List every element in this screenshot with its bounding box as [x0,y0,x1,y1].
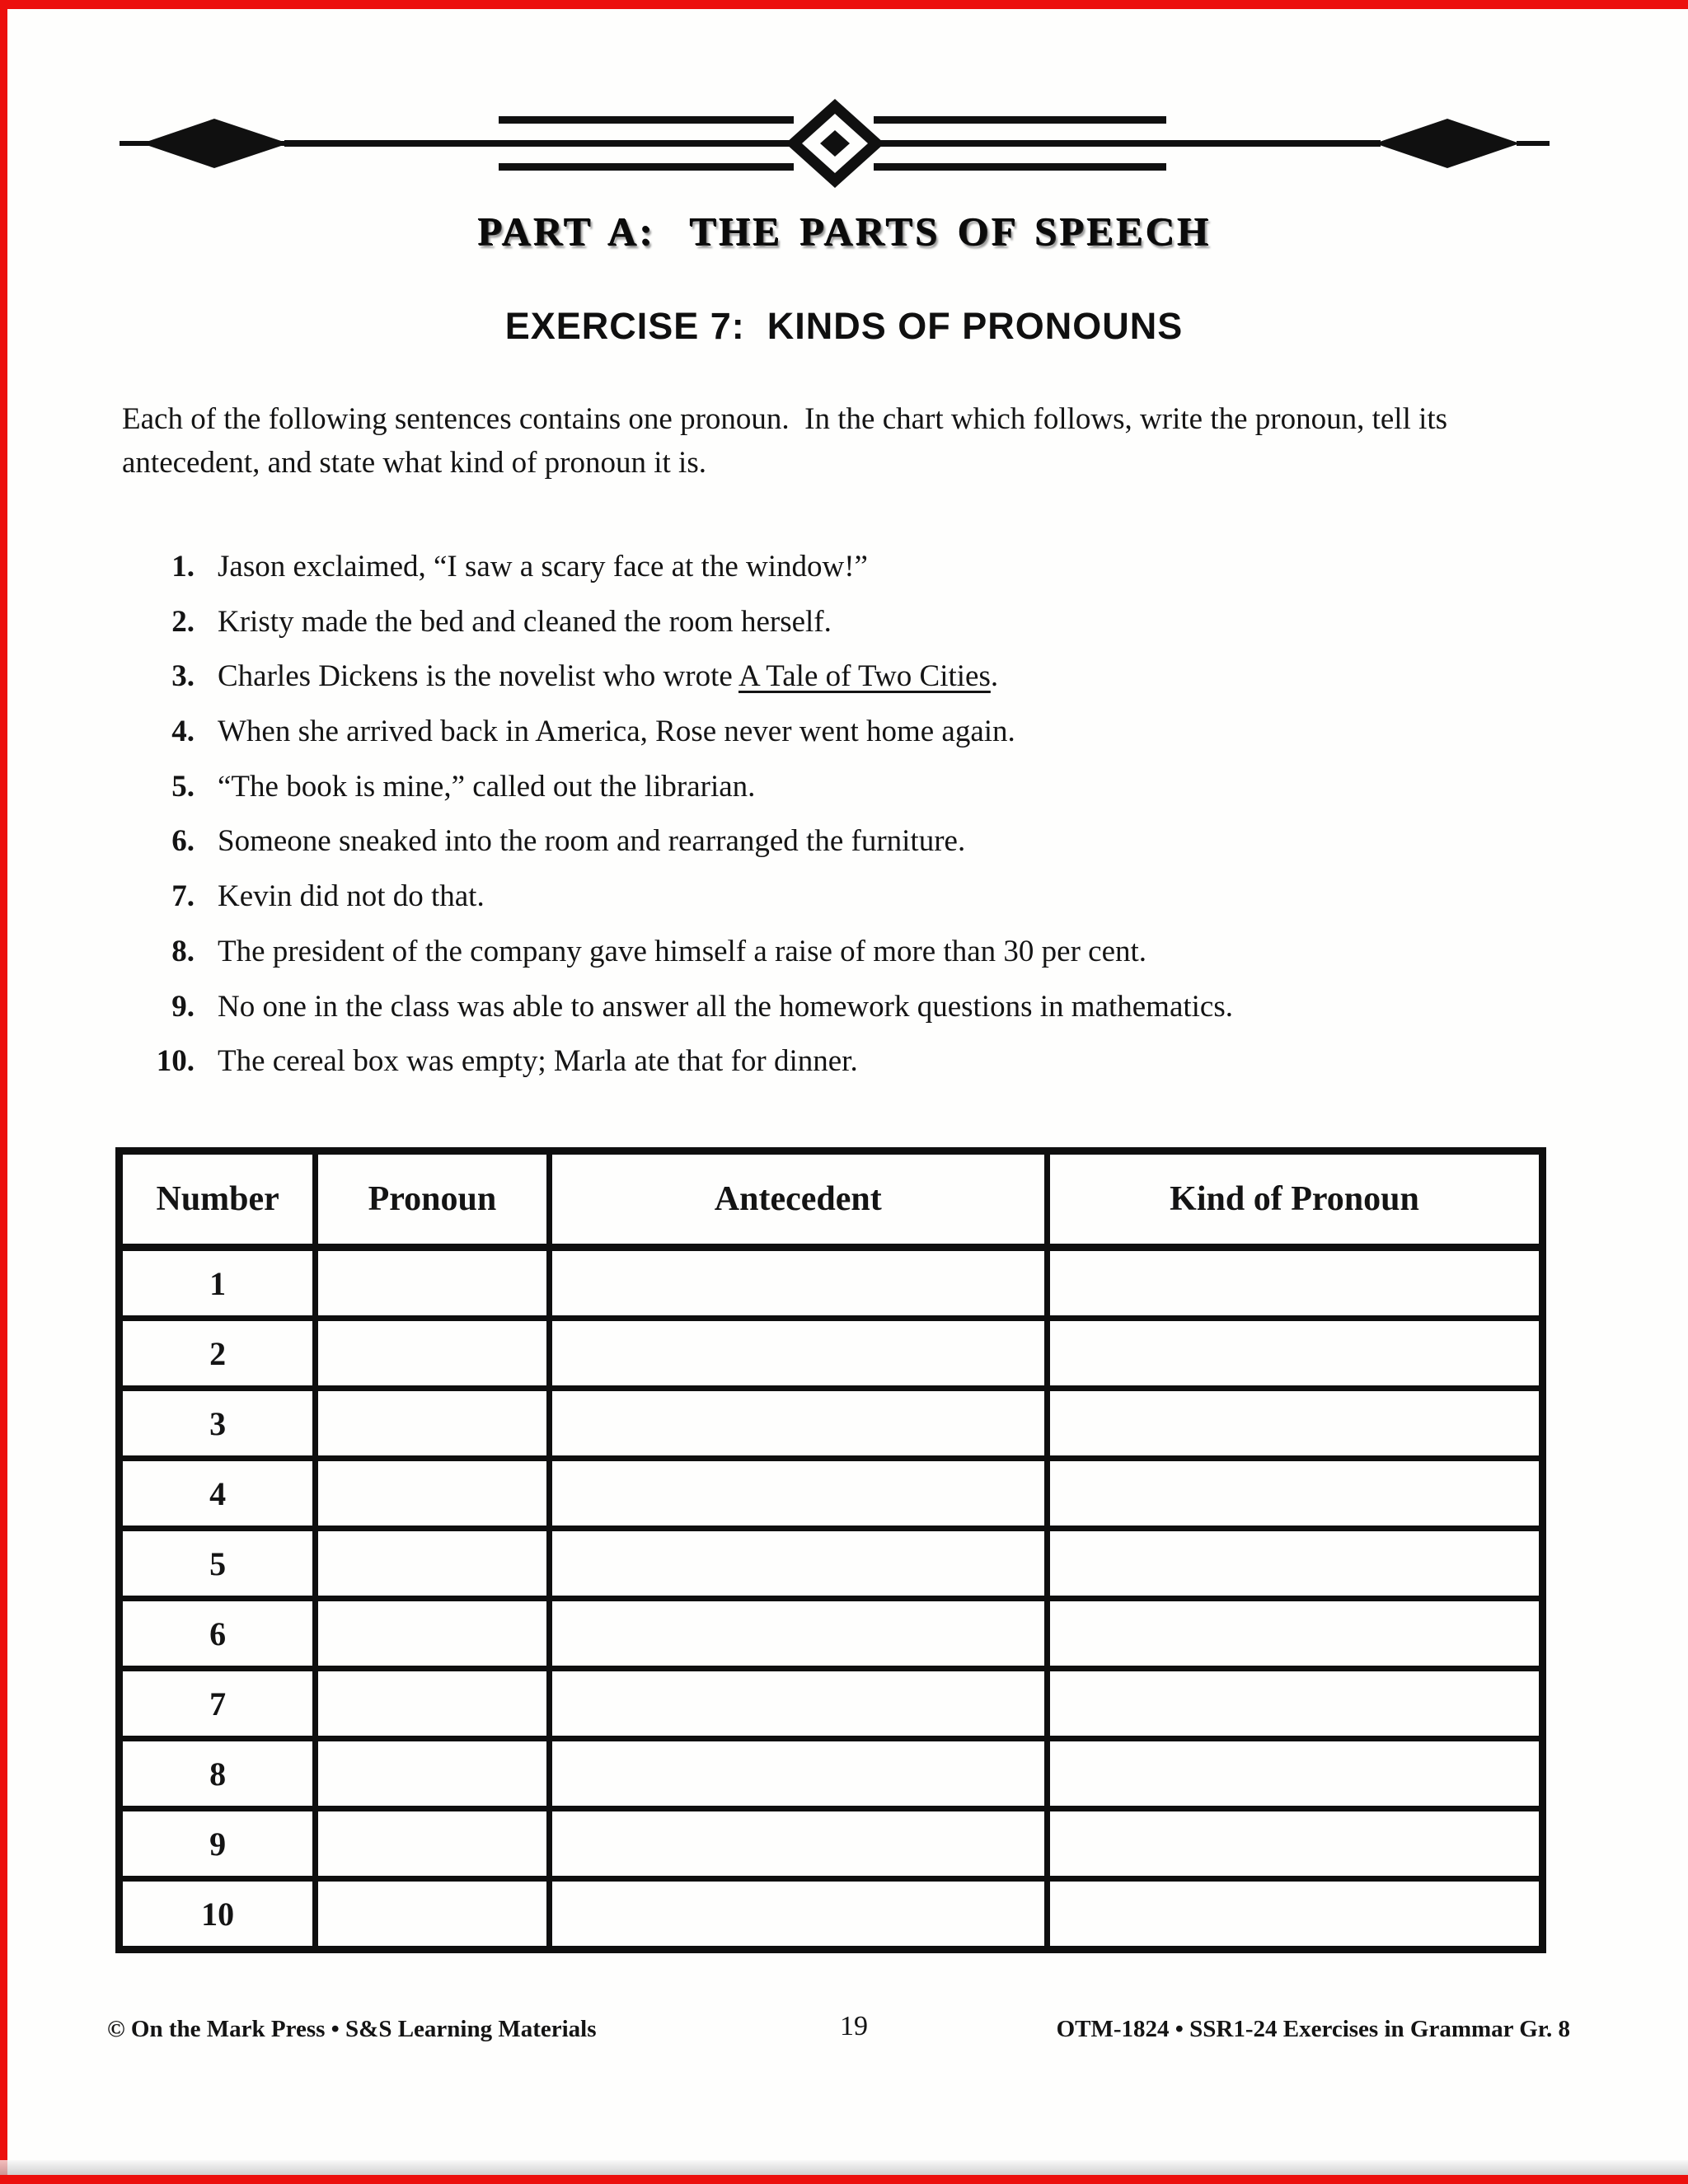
kind-cell [1047,1599,1542,1669]
sentence-text-pre: When she arrived back in America, Rose never went home again. [218,715,1015,749]
table-row [120,1809,1543,1879]
pronoun-cell [316,1248,549,1319]
table-row [120,1389,1543,1459]
sentence-number: 1. [171,550,195,583]
sentence-text-pre: No one in the class was able to answer all the homework questions in mathematics. [218,989,1234,1024]
number-cell: 3 [120,1389,316,1459]
sentence-text [218,935,1614,969]
pronoun-table [115,1147,1546,1953]
sentence-text-pre: Charles Dickens is the novelist who wrote [218,659,738,694]
table-row [120,1459,1543,1529]
pronoun-cell [316,1389,549,1459]
number-cell: 10 [120,1879,316,1950]
antecedent-cell [549,1879,1047,1950]
antecedent-cell [549,1599,1047,1669]
sentence-text [218,1045,1614,1079]
sentence-number: 6. [171,824,195,859]
kind-cell [1047,1248,1542,1319]
page-edge-bottom [0,2175,1688,2184]
column-header-kind: Kind of Pronoun [1047,1151,1542,1248]
antecedent-cell [549,1529,1047,1599]
antecedent-cell [549,1669,1047,1739]
sentence-text-post: . [990,659,999,694]
sentence-number: 5. [171,769,195,804]
antecedent-cell [549,1739,1047,1809]
sentence-text [218,606,1614,640]
pronoun-cell [316,1599,549,1669]
number-cell: 9 [120,1809,316,1879]
ornament-divider-icon [120,97,1550,190]
sentence-text-pre: Kevin did not do that. [218,879,485,914]
column-header-number: Number [120,1151,316,1248]
number-cell: 8 [120,1739,316,1809]
table-row [120,1599,1543,1669]
antecedent-cell [549,1459,1047,1529]
page-number: 19 [840,2011,868,2041]
page-bottom-scan-shadow [0,2160,1688,2175]
exercise-title: EXERCISE 7: KINDS OF PRONOUNS [504,305,1184,347]
number-cell: 6 [120,1599,316,1669]
copyright-text: © On the Mark Press • S&S Learning Materials [107,2016,597,2042]
pronoun-cell [316,1879,549,1950]
sentence-text [218,771,1614,804]
antecedent-cell [549,1248,1047,1319]
kind-cell [1047,1319,1542,1389]
sentence-list [122,551,1614,1079]
book-title-underlined: A Tale of Two Cities [738,659,991,694]
antecedent-cell [549,1389,1047,1459]
kind-cell [1047,1529,1542,1599]
sentence-text-pre: Jason exclaimed, “I saw a scary face at the window!” [218,550,868,583]
instructions-paragraph: Each of the following sentences contains one pronoun. In the chart which follows, write the pronoun, tell its antecedent, and state what kind of pronoun it is. [122,402,1456,480]
sentence-text [218,991,1614,1024]
table-row [120,1879,1543,1950]
kind-cell [1047,1809,1542,1879]
sentence-number: 4. [171,715,195,749]
kind-cell [1047,1879,1542,1950]
number-cell: 7 [120,1669,316,1739]
number-cell: 2 [120,1319,316,1389]
pronoun-cell [316,1739,549,1809]
part-title: PART A: THE PARTS OF SPEECH [477,209,1211,254]
sentence-number: 8. [171,934,195,968]
column-header-pronoun: Pronoun [316,1151,549,1248]
kind-cell [1047,1459,1542,1529]
catalog-text: OTM-1824 • SSR1-24 Exercises in Grammar Gr. 8 [1056,2016,1570,2042]
page-edge-top [0,0,1688,9]
kind-cell [1047,1739,1542,1809]
page-footer [107,2011,1570,2052]
sentence-text-pre: Kristy made the bed and cleaned the room herself. [218,604,832,639]
table-row [120,1669,1543,1739]
sentence-text-pre: “The book is mine,” called out the librarian. [218,769,756,804]
number-cell: 1 [120,1248,316,1319]
pronoun-cell [316,1319,549,1389]
antecedent-cell [549,1809,1047,1879]
table-row [120,1248,1543,1319]
sentence-text-pre: Someone sneaked into the room and rearranged the furniture. [218,824,966,859]
sentence-text [218,660,1614,694]
sentence-number: 2. [171,604,195,639]
sentence-number: 3. [171,659,195,694]
sentence-number: 10. [156,1044,195,1079]
table-row [120,1319,1543,1389]
antecedent-cell [549,1319,1047,1389]
sentence-text [218,825,1614,859]
pronoun-cell [316,1809,549,1879]
sentence-text-pre: The president of the company gave himself a raise of more than 30 per cent. [218,934,1147,968]
sentence-text [218,551,1614,584]
table-row [120,1529,1543,1599]
table-header-row [120,1151,1543,1248]
number-cell: 4 [120,1459,316,1529]
pronoun-cell [316,1669,549,1739]
sentence-number: 7. [171,879,195,914]
kind-cell [1047,1669,1542,1739]
table-row [120,1739,1543,1809]
sentence-text [218,880,1614,914]
sentence-text-pre: The cereal box was empty; Marla ate that for dinner. [218,1044,858,1079]
pronoun-cell [316,1529,549,1599]
sentence-number: 9. [171,989,195,1024]
kind-cell [1047,1389,1542,1459]
number-cell: 5 [120,1529,316,1599]
column-header-antecedent: Antecedent [549,1151,1047,1248]
sentence-text [218,715,1614,749]
pronoun-cell [316,1459,549,1529]
